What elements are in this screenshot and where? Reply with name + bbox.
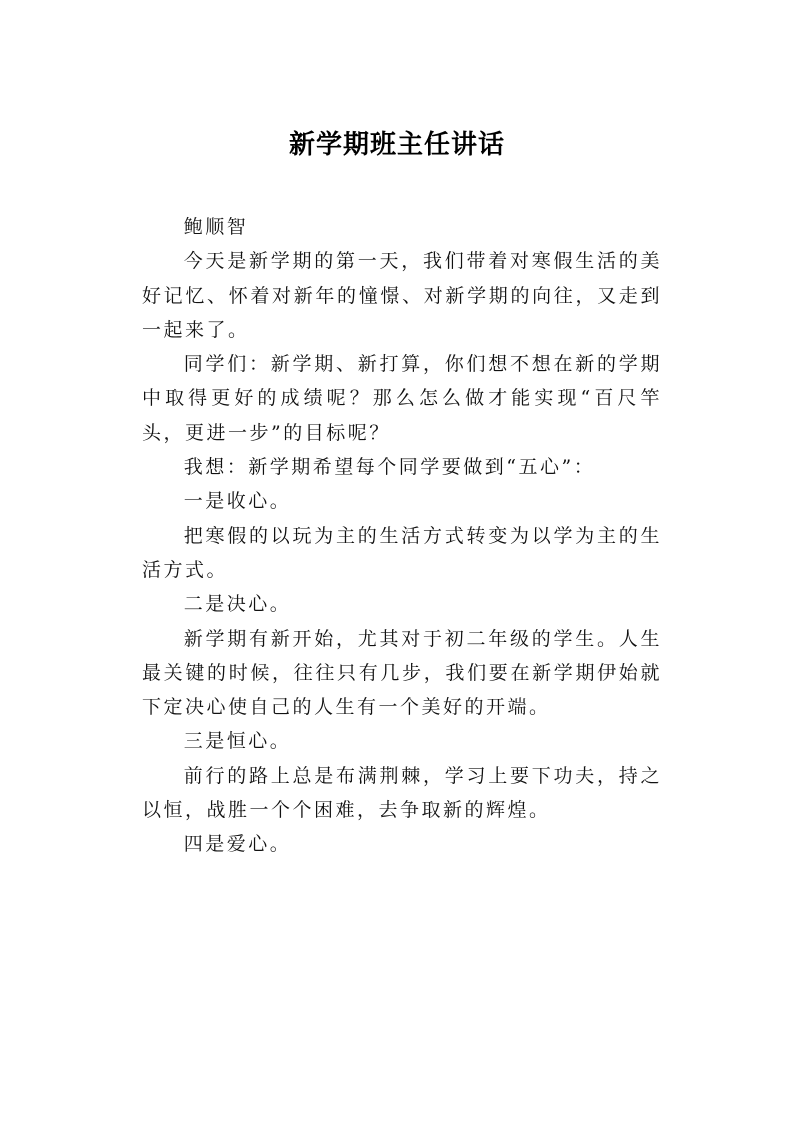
paragraph: 三是恒心。 [183,730,292,753]
document-title: 新学期班主任讲话 [288,130,505,161]
paragraph: 同学们：新学期、新打算，你们想不想在新的学期中取得更好的成绩呢？那么怎么做才能实现“百尺竿头，更进一步”的目标呢？ [142,353,662,444]
paragraph: 一是收心。 [183,490,292,513]
paragraph: 前行的路上总是布满荆棘，学习上要下功夫，持之以恒，战胜一个个困难，去争取新的辉煌。 [142,764,662,822]
paragraph: 二是决心。 [183,593,292,616]
paragraph: 把寒假的以玩为主的生活方式转变为以学为主的生活方式。 [142,524,662,581]
paragraph: 我想：新学期希望每个同学要做到“五心”： [183,456,596,479]
paragraph: 今天是新学期的第一天，我们带着对寒假生活的美好记忆、怀着对新年的憧憬、对新学期的向往，又走到一起来了。 [142,250,662,341]
author-line: 鲍顺智 [183,216,249,238]
paragraph: 四是爱心。 [183,833,292,856]
document-body [142,210,662,862]
paragraph: 新学期有新开始，尤其对于初二年级的学生。人生最关键的时候，往往只有几步，我们要在新学期伊始就下定决心使自己的人生有一个美好的开端。 [142,627,662,719]
